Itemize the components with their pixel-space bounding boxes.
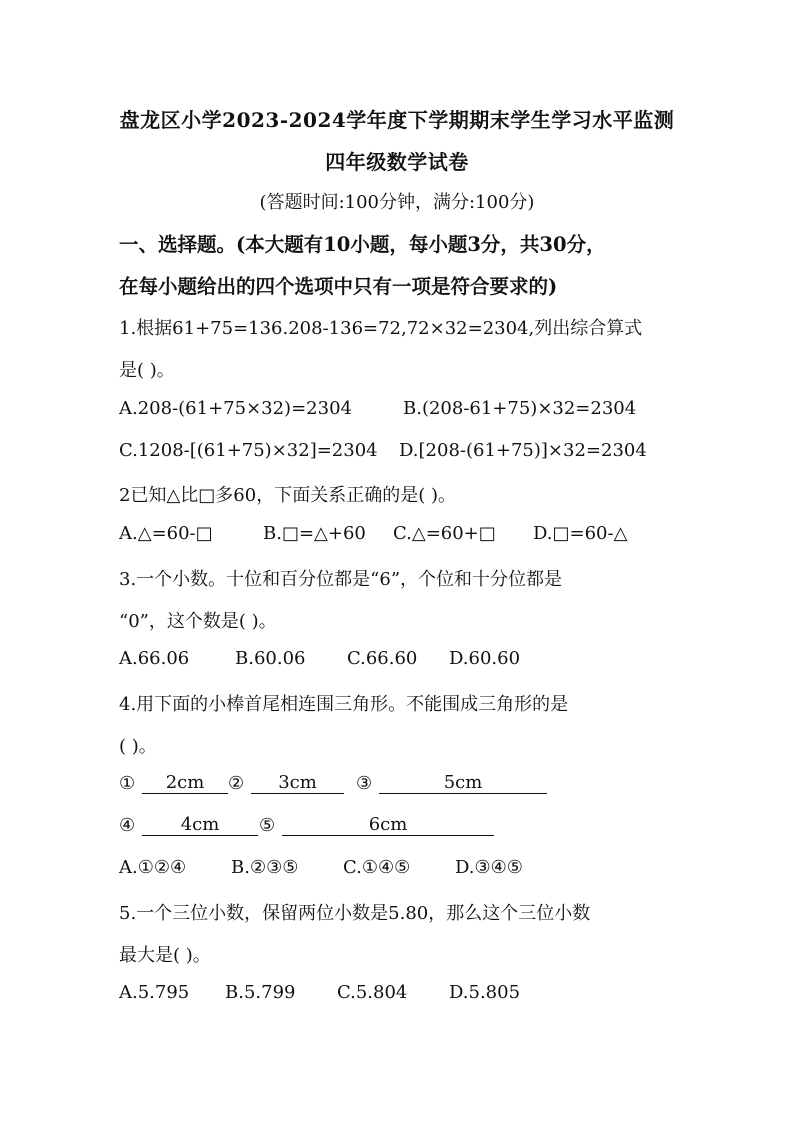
exam-meta: (答题时间:100分钟，满分:100分) [259,192,535,213]
stick-3 [379,773,547,794]
stick-1 [142,773,228,794]
stick-3-marker: ③ [356,773,373,794]
question-2-option-b: B.□=△+60 [263,523,366,544]
question-5-option-a: A.5.795 [119,982,190,1003]
stick-2-label: 3cm [278,772,317,793]
exam-title: 盘龙区小学2023-2024学年度下学期期末学生学习水平监测 [119,108,675,132]
question-3-stem: 3.一个小数。十位和百分位都是“6”，个位和十分位都是 [119,569,563,590]
question-1-stem: 1.根据61+75=136.208-136=72,72×32=2304,列出综合算式 [119,318,643,339]
stick-5-label: 6cm [368,814,408,835]
stick-4 [142,815,258,836]
question-1-option-a: A.208-(61+75×32)=2304 [119,398,352,419]
question-1-option-d: D.[208-(61+75)]×32=2304 [399,440,647,461]
stick-1-label: 2cm [165,772,205,793]
stick-4-label: 4cm [180,814,220,835]
section-heading-cont: 在每小题给出的四个选项中只有一项是符合要求的) [119,275,558,298]
question-4-option-d: D.③④⑤ [455,857,523,878]
question-2-option-a: A.△=60-□ [119,523,213,544]
question-3-stem-cont: “0”，这个数是( )。 [119,611,277,632]
question-2-option-c: C.△=60+□ [393,523,496,544]
question-3-option-b: B.60.06 [235,648,306,669]
question-1-stem-cont: 是( )。 [119,360,175,381]
question-4-option-b: B.②③⑤ [231,857,299,878]
question-5-option-b: B.5.799 [225,982,296,1003]
question-2-option-d: D.□=60-△ [533,523,628,544]
stick-2-marker: ② [228,773,245,794]
question-4-stem: 4.用下面的小棒首尾相连围三角形。不能围成三角形的是 [119,694,569,715]
question-4-stem-cont: ( )。 [119,736,157,757]
stick-2 [251,773,344,794]
question-5-stem-cont: 最大是( )。 [119,945,211,966]
question-4-option-c: C.①④⑤ [343,857,411,878]
stick-5-marker: ⑤ [259,815,276,836]
stick-4-marker: ④ [119,815,136,836]
section-heading: 一、选择题。(本大题有10小题，每小题3分，共30分， [119,233,606,256]
question-1-option-b: B.(208-61+75)×32=2304 [403,398,637,419]
question-4-option-a: A.①②④ [119,857,187,878]
stick-1-marker: ① [119,773,136,794]
question-3-option-d: D.60.60 [449,648,521,669]
stick-3-label: 5cm [443,772,483,793]
question-5-stem: 5.一个三位小数，保留两位小数是5.80，那么这个三位小数 [119,903,591,924]
question-3-option-c: C.66.60 [347,648,418,669]
question-2-stem: 2已知△比□多60，下面关系正确的是( )。 [119,485,456,506]
question-1-option-c: C.1208-[(61+75)×32]=2304 [119,440,378,461]
exam-subtitle: 四年级数学试卷 [325,150,469,174]
stick-5 [282,815,494,836]
question-5-option-d: D.5.805 [449,982,521,1003]
question-3-option-a: A.66.06 [119,648,190,669]
question-5-option-c: C.5.804 [337,982,408,1003]
